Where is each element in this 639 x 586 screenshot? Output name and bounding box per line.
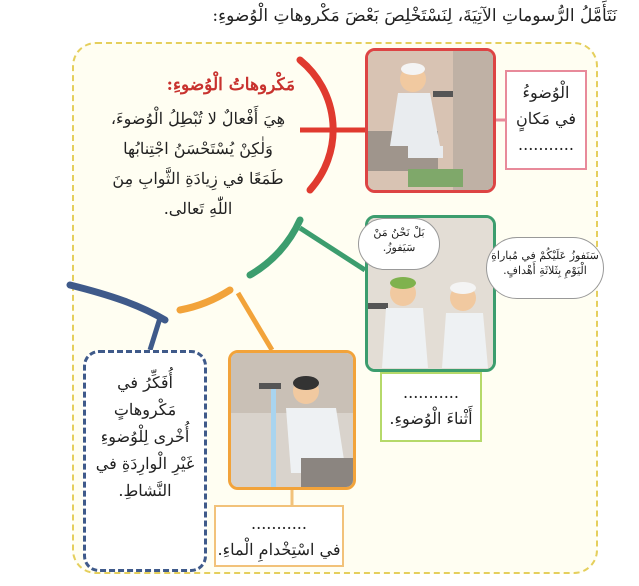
think-line: مَكْروهاتٍ: [113, 400, 177, 419]
orange-arc: [180, 290, 230, 310]
boy-washing-feet-image: [368, 51, 493, 190]
definition-body: [98, 104, 298, 224]
definition-line: طَمَعًا في زِيادَةِ الثَّوابِ مِنَ: [112, 169, 284, 188]
definition-title: مَكْروهاتُ الْوُضوءِ:: [166, 75, 295, 95]
speech-bubble-boy1: [358, 218, 440, 270]
bubble-line: بَلْ نَحْنُ مَنْ: [373, 226, 425, 239]
think-line: غَيْرِ الْوارِدَةِ في: [95, 454, 195, 473]
blue-connector: [150, 318, 160, 350]
orange-connector: [238, 293, 272, 350]
definition-line: اللّٰهِ تَعالى.: [163, 199, 233, 218]
answer-blank[interactable]: ...........: [403, 383, 459, 402]
bubble-line: سَنَفوزُ عَلَيْكُمْ في مُباراةِ: [491, 249, 599, 262]
instruction-text: نَتَأَمَّلُ الرُّسوماتِ الآتِيَةَ، لِنَسْتَخْلِصَ بَعْضَ مَكْروهاتِ الْوُضوءِ:: [212, 6, 617, 26]
illustration-boy-washing-feet: [365, 48, 496, 193]
boy-wasting-water-image: [231, 353, 353, 487]
label-water-text: في اسْتِخْدامِ الْماءِ.: [217, 540, 341, 559]
think-box: [83, 350, 207, 572]
definition-line: وَلٰكِنْ يُسْتَحْسَنُ اجْتِنابُها: [123, 139, 273, 158]
answer-blank[interactable]: ...........: [518, 135, 574, 154]
label-during-text: أَثْناءَ الْوُضوءِ.: [389, 409, 473, 428]
label-water: [214, 505, 344, 567]
illustration-boy-wasting-water: [228, 350, 356, 490]
think-line: أُفَكِّرُ في: [117, 373, 173, 392]
green-connector: [300, 228, 365, 270]
label-place: [505, 70, 587, 170]
bubble-line: سَيَفوزُ.: [382, 241, 416, 254]
label-place-line: الْوُضوءُ: [522, 83, 570, 102]
speech-bubble-boy2: [486, 237, 604, 299]
red-arc: [300, 60, 333, 190]
label-during: [380, 372, 482, 442]
think-line: النَّشاطِ.: [118, 481, 172, 500]
label-place-line: في مَكانٍ: [515, 109, 577, 128]
blue-arc: [70, 285, 165, 320]
green-arc: [250, 220, 300, 275]
definition-line: هِيَ أَفْعالٌ لا تُبْطِلُ الْوُضوءَ،: [110, 109, 286, 128]
answer-blank[interactable]: ...........: [251, 514, 307, 533]
bubble-line: الْيَوْمِ بِثَلاثَةِ أَهْدافٍ.: [503, 264, 587, 277]
think-line: أُخْرى لِلْوُضوءِ: [100, 427, 190, 446]
